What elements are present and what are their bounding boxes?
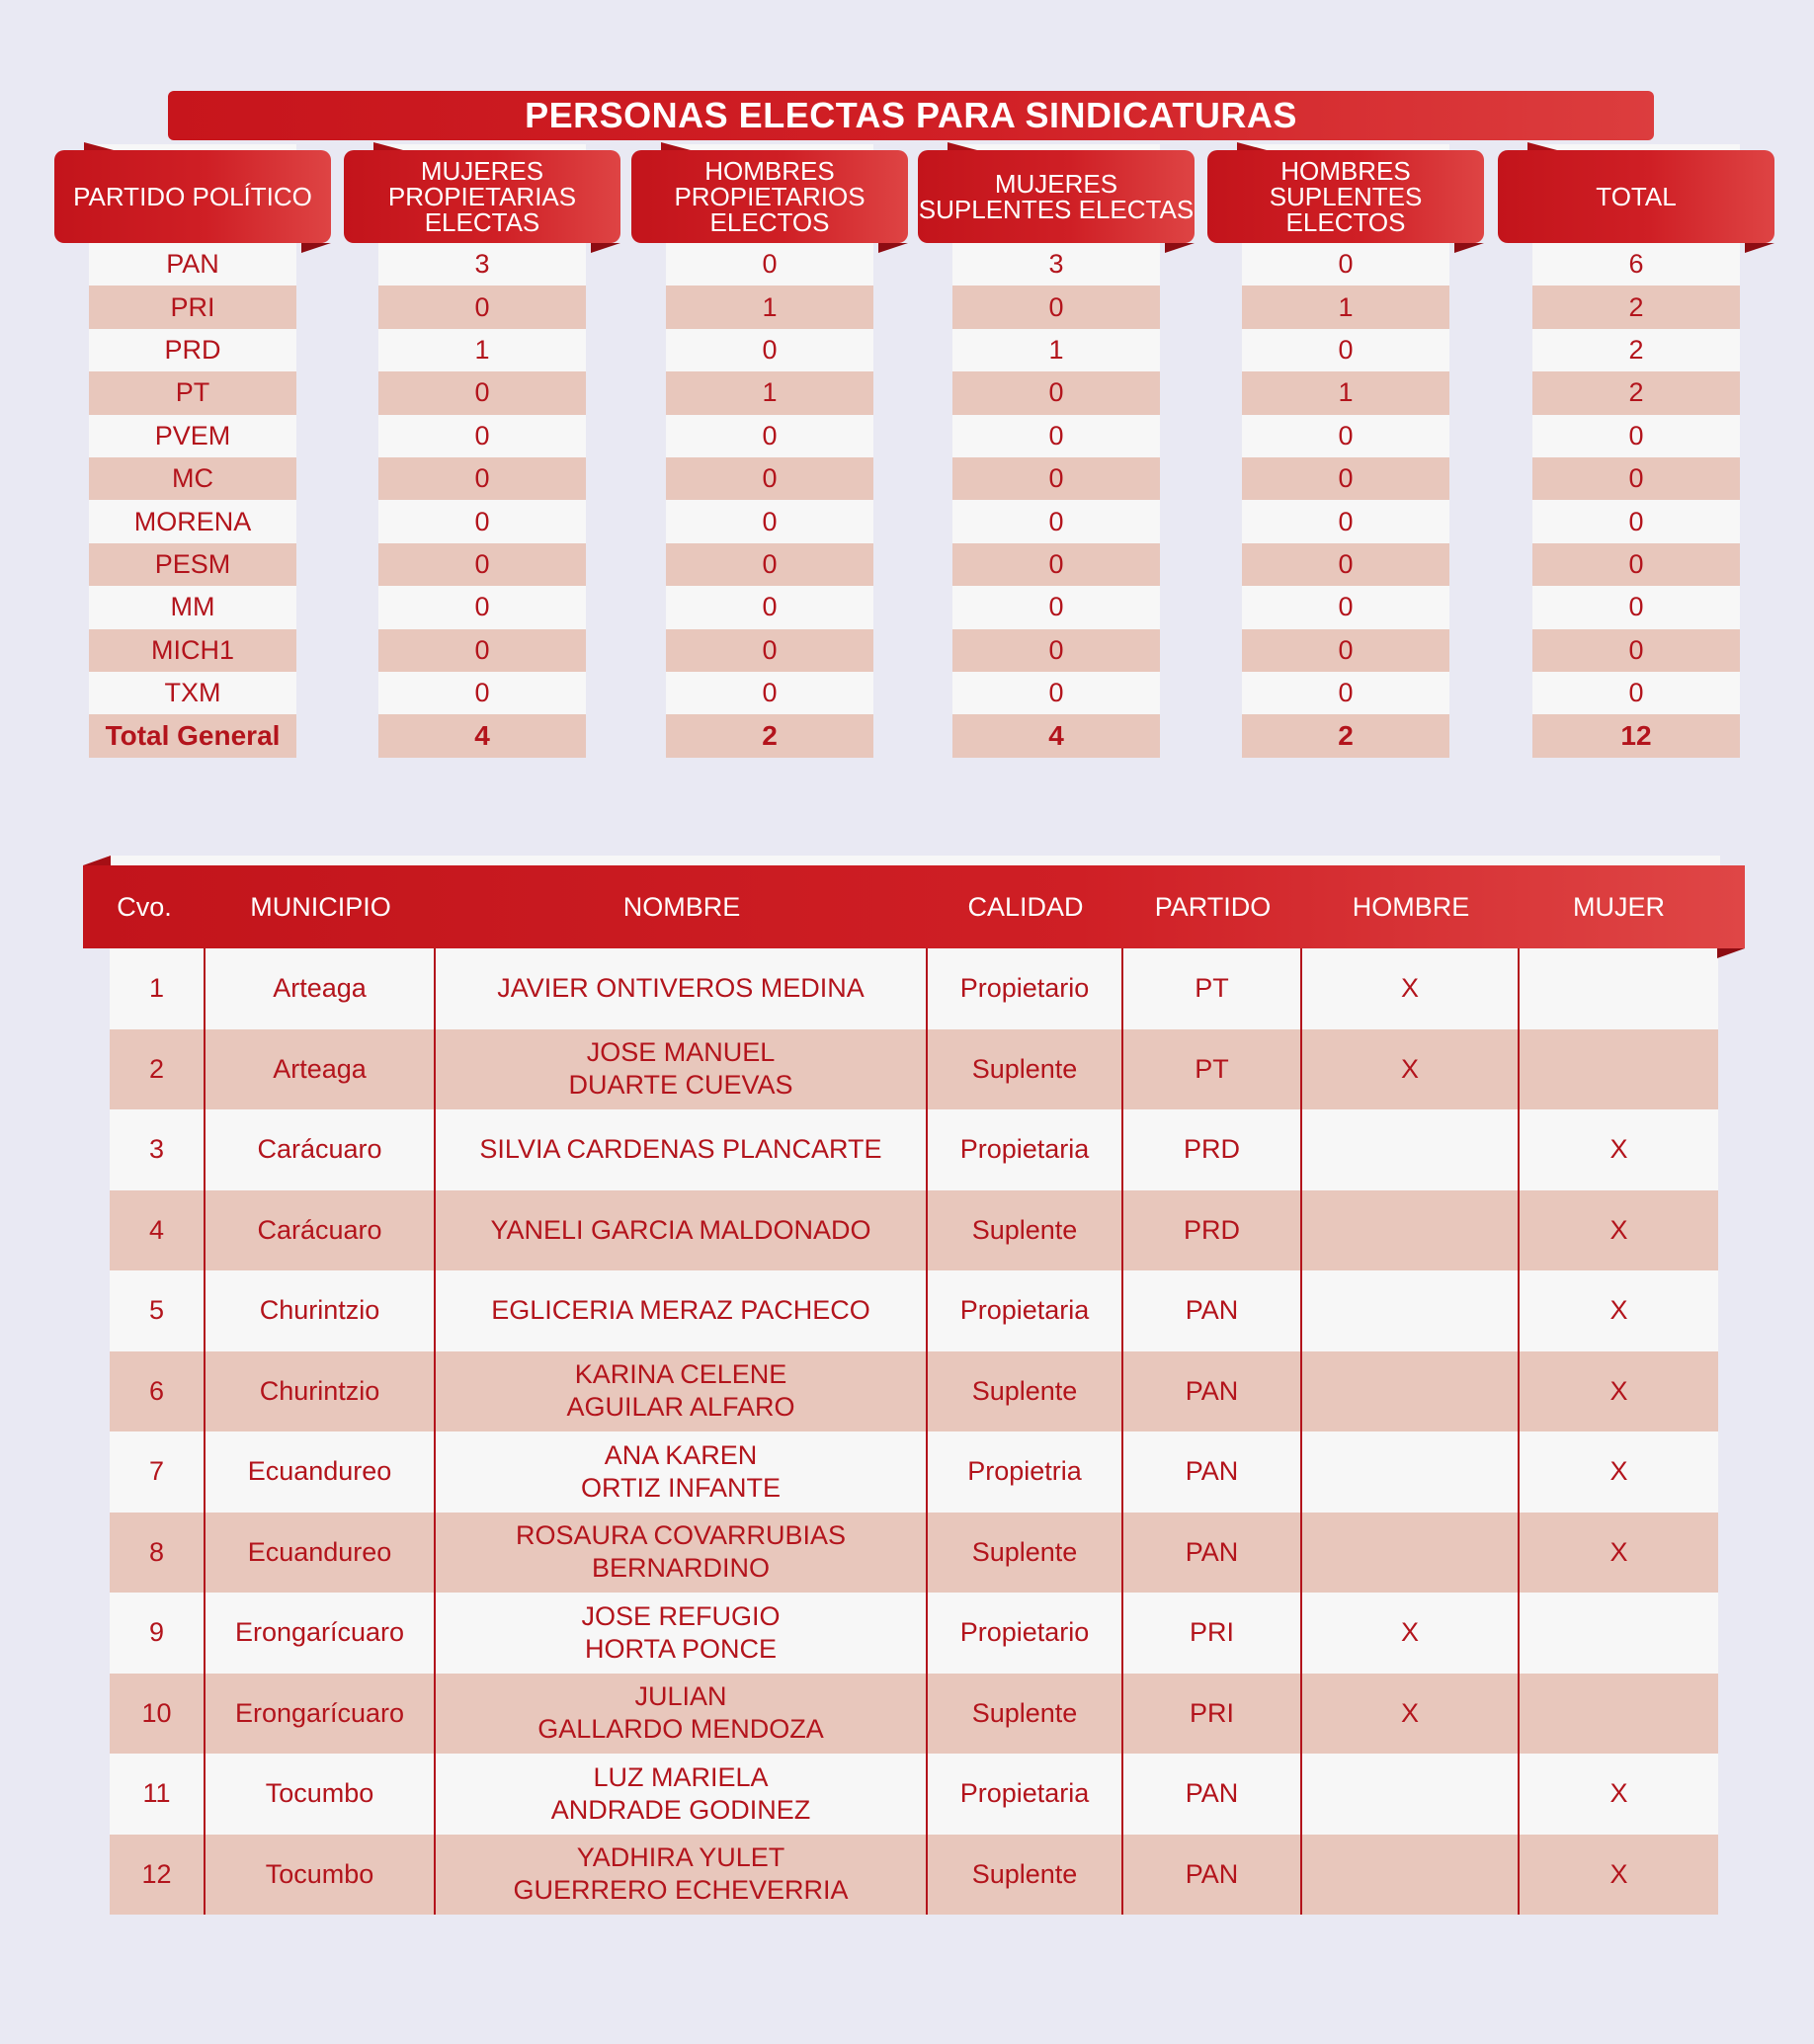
cell-nombre [436, 1351, 928, 1432]
nombre-line: ANA KAREN [604, 1439, 758, 1470]
summary-cell: 0 [378, 629, 586, 672]
nombre-line: YANELI GARCIA MALDONADO [490, 1214, 871, 1245]
summary-total-cell: 12 [1532, 714, 1740, 757]
cell-partido: PRD [1123, 1190, 1302, 1271]
cell-municipio: Arteaga [206, 948, 436, 1029]
summary-column-partido [54, 150, 331, 758]
summary-cell: 0 [1532, 543, 1740, 586]
table-row [110, 1190, 1718, 1271]
cell-partido: PAN [1123, 1754, 1302, 1835]
cell-hombre [1302, 1835, 1520, 1916]
summary-cell: 0 [952, 457, 1160, 500]
summary-cell: 2 [1532, 371, 1740, 414]
cell-mujer: X [1609, 1134, 1628, 1165]
summary-cell: 0 [378, 457, 586, 500]
cell-hombre [1302, 1351, 1520, 1432]
cell-cvo: 4 [110, 1190, 206, 1271]
summary-cell: MORENA [89, 500, 296, 542]
summary-cell: 0 [952, 586, 1160, 628]
cell-nombre [436, 1270, 928, 1351]
summary-cell: PRD [89, 329, 296, 371]
summary-total-cell: 2 [1242, 714, 1449, 757]
summary-cell: TXM [89, 672, 296, 714]
nombre-line: JOSE REFUGIO [581, 1600, 781, 1631]
cell-hombre [1302, 1190, 1520, 1271]
cell-calidad: Suplente [928, 1835, 1123, 1916]
cell-partido: PRD [1123, 1109, 1302, 1190]
cell-cvo: 9 [110, 1593, 206, 1674]
summary-cell: 1 [666, 371, 873, 414]
table-row [110, 1351, 1718, 1432]
summary-column-mujeres-suplentes [918, 150, 1195, 758]
cell-cvo: 6 [110, 1351, 206, 1432]
summary-cell: 0 [378, 415, 586, 457]
summary-total-cell: 4 [952, 714, 1160, 757]
summary-header-partido: PARTIDO POLÍTICO [54, 150, 331, 243]
nombre-line: ROSAURA COVARRUBIAS [515, 1520, 847, 1551]
nombre-line: ORTIZ INFANTE [580, 1472, 781, 1503]
summary-cell: 2 [1532, 329, 1740, 371]
summary-cell: 0 [1532, 415, 1740, 457]
cell-mujer: X [1609, 1295, 1628, 1326]
table-row [110, 1431, 1718, 1513]
summary-cell: 0 [1242, 543, 1449, 586]
nombre-line: YADHIRA YULET [576, 1842, 785, 1873]
summary-cell: 0 [952, 500, 1160, 542]
cell-hombre [1302, 1270, 1520, 1351]
cell-cvo: 10 [110, 1674, 206, 1755]
cell-partido: PRI [1123, 1674, 1302, 1755]
table-row [110, 1109, 1718, 1190]
cell-mujer [1520, 1029, 1718, 1110]
nombre-line: BERNARDINO [591, 1553, 771, 1584]
cell-calidad: Suplente [928, 1190, 1123, 1271]
cell-nombre [436, 1593, 928, 1674]
page-title: PERSONAS ELECTAS PARA SINDICATURAS [168, 91, 1654, 140]
summary-cell: 0 [952, 286, 1160, 328]
summary-cell: 2 [1532, 286, 1740, 328]
summary-cell: 0 [952, 371, 1160, 414]
summary-cell: 0 [1242, 500, 1449, 542]
summary-cell: PAN [89, 243, 296, 286]
cell-hombre [1302, 1109, 1520, 1190]
summary-cell: 0 [1532, 586, 1740, 628]
cell-nombre [436, 1431, 928, 1513]
cell-cvo: 12 [110, 1835, 206, 1916]
summary-cell: 0 [666, 415, 873, 457]
summary-column-mujeres-propietarias [344, 150, 620, 758]
header-mujer: MUJER [1573, 891, 1665, 922]
summary-cell: 0 [952, 415, 1160, 457]
nombre-line: GUERRERO ECHEVERRIA [513, 1875, 849, 1906]
cell-hombre: X [1302, 1593, 1520, 1674]
summary-cell: 0 [666, 500, 873, 542]
summary-cell: 0 [666, 543, 873, 586]
cell-mujer [1520, 1674, 1718, 1755]
cell-calidad: Propietria [928, 1431, 1123, 1513]
cell-hombre: X [1302, 948, 1520, 1029]
table-row [110, 1835, 1718, 1916]
detail-table-body [110, 948, 1718, 1915]
cell-mujer: X [1609, 1375, 1628, 1406]
summary-cell: 0 [378, 500, 586, 542]
cell-partido: PRI [1123, 1593, 1302, 1674]
summary-cell: MM [89, 586, 296, 628]
cell-hombre [1302, 1754, 1520, 1835]
summary-total-cell: Total General [89, 714, 296, 757]
cell-partido: PT [1123, 1029, 1302, 1110]
cell-nombre [436, 1835, 928, 1916]
summary-cell: PVEM [89, 415, 296, 457]
cell-municipio: Carácuaro [206, 1109, 436, 1190]
cell-calidad: Suplente [928, 1351, 1123, 1432]
cell-municipio: Carácuaro [206, 1190, 436, 1271]
summary-cell: 0 [952, 672, 1160, 714]
summary-cell: 1 [1242, 371, 1449, 414]
cell-nombre [436, 1513, 928, 1594]
summary-cell: 0 [1532, 672, 1740, 714]
cell-nombre [436, 948, 928, 1029]
cell-calidad: Suplente [928, 1029, 1123, 1110]
summary-cell: 0 [1532, 500, 1740, 542]
summary-cell: 0 [666, 629, 873, 672]
summary-cell: 0 [1242, 329, 1449, 371]
nombre-line: LUZ MARIELA [593, 1761, 769, 1792]
summary-cell: 0 [666, 672, 873, 714]
cell-cvo: 7 [110, 1431, 206, 1513]
summary-total-cell: 2 [666, 714, 873, 757]
cell-mujer: X [1609, 1536, 1628, 1567]
summary-cell: 0 [378, 672, 586, 714]
header-partido: PARTIDO [1154, 891, 1272, 922]
cell-partido: PAN [1123, 1835, 1302, 1916]
cell-calidad: Suplente [928, 1674, 1123, 1755]
summary-header-hombres-suplentes: HOMBRES SUPLENTES ELECTOS [1207, 150, 1484, 243]
nombre-line: ANDRADE GODINEZ [550, 1794, 811, 1825]
nombre-line: JULIAN [634, 1681, 727, 1712]
cell-cvo: 8 [110, 1513, 206, 1594]
nombre-line: DUARTE CUEVAS [568, 1070, 793, 1101]
cell-mujer: X [1609, 1456, 1628, 1487]
header-hombre: HOMBRE [1352, 891, 1470, 922]
cell-calidad: Propietario [928, 1593, 1123, 1674]
cell-hombre [1302, 1513, 1520, 1594]
summary-cell: 0 [666, 457, 873, 500]
nombre-line: JOSE MANUEL [586, 1037, 776, 1068]
cell-calidad: Propietario [928, 948, 1123, 1029]
table-row [110, 1270, 1718, 1351]
cell-municipio: Ecuandureo [206, 1513, 436, 1594]
cell-partido: PAN [1123, 1270, 1302, 1351]
header-nombre: NOMBRE [622, 891, 741, 922]
cell-calidad: Suplente [928, 1513, 1123, 1594]
summary-cell: PRI [89, 286, 296, 328]
cell-municipio: Churintzio [206, 1270, 436, 1351]
summary-column-total [1498, 150, 1774, 758]
cell-cvo: 2 [110, 1029, 206, 1110]
cell-cvo: 1 [110, 948, 206, 1029]
cell-hombre: X [1302, 1674, 1520, 1755]
cell-mujer: X [1609, 1858, 1628, 1889]
header-calidad: CALIDAD [967, 891, 1084, 922]
cell-nombre [436, 1029, 928, 1110]
table-row [110, 948, 1718, 1029]
summary-header-hombres-propietarios: HOMBRES PROPIETARIOS ELECTOS [631, 150, 908, 243]
summary-cell: 0 [666, 243, 873, 286]
header-municipio: MUNICIPIO [250, 891, 391, 922]
summary-cell: MC [89, 457, 296, 500]
cell-hombre: X [1302, 1029, 1520, 1110]
summary-cell: 0 [1242, 629, 1449, 672]
summary-cell: 1 [378, 329, 586, 371]
cell-partido: PAN [1123, 1513, 1302, 1594]
summary-cell: 0 [378, 586, 586, 628]
summary-header-mujeres-propietarias: MUJERES PROPIETARIAS ELECTAS [344, 150, 620, 243]
table-row [110, 1593, 1718, 1674]
summary-cell: 0 [1532, 457, 1740, 500]
table-row [110, 1754, 1718, 1835]
cell-nombre [436, 1674, 928, 1755]
nombre-line: AGUILAR ALFARO [566, 1392, 795, 1423]
table-row [110, 1029, 1718, 1110]
header-cvo: Cvo. [117, 891, 172, 922]
cell-mujer: X [1609, 1778, 1628, 1809]
summary-column-hombres-suplentes [1207, 150, 1484, 758]
summary-cell: PESM [89, 543, 296, 586]
summary-cell: 1 [1242, 286, 1449, 328]
summary-cell: 0 [1532, 629, 1740, 672]
summary-cell: 0 [1242, 457, 1449, 500]
cell-nombre [436, 1754, 928, 1835]
cell-cvo: 3 [110, 1109, 206, 1190]
cell-nombre [436, 1190, 928, 1271]
cell-hombre [1302, 1431, 1520, 1513]
summary-cell: PT [89, 371, 296, 414]
summary-cell: 1 [952, 329, 1160, 371]
summary-cell: 3 [952, 243, 1160, 286]
cell-municipio: Tocumbo [206, 1835, 436, 1916]
table-row [110, 1513, 1718, 1594]
cell-mujer [1520, 1593, 1718, 1674]
summary-cell: 3 [378, 243, 586, 286]
cell-nombre [436, 1109, 928, 1190]
summary-cell: MICH1 [89, 629, 296, 672]
cell-calidad: Propietaria [928, 1109, 1123, 1190]
summary-cell: 0 [378, 286, 586, 328]
summary-cell: 0 [378, 543, 586, 586]
nombre-line: GALLARDO MENDOZA [537, 1714, 824, 1745]
nombre-line: HORTA PONCE [584, 1633, 778, 1664]
cell-mujer: X [1609, 1214, 1628, 1245]
cell-mujer [1520, 948, 1718, 1029]
cell-municipio: Tocumbo [206, 1754, 436, 1835]
summary-header-total: TOTAL [1498, 150, 1774, 243]
cell-municipio: Erongarícuaro [206, 1593, 436, 1674]
summary-header-mujeres-suplentes: MUJERES SUPLENTES ELECTAS [918, 150, 1195, 243]
summary-cell: 0 [1242, 672, 1449, 714]
cell-calidad: Propietaria [928, 1754, 1123, 1835]
cell-municipio: Ecuandureo [206, 1431, 436, 1513]
summary-column-hombres-propietarios [631, 150, 908, 758]
nombre-line: KARINA CELENE [574, 1359, 787, 1390]
summary-cell: 0 [378, 371, 586, 414]
cell-partido: PAN [1123, 1351, 1302, 1432]
summary-cell: 0 [1242, 586, 1449, 628]
summary-cell: 0 [1242, 243, 1449, 286]
cell-cvo: 11 [110, 1754, 206, 1835]
cell-municipio: Erongarícuaro [206, 1674, 436, 1755]
nombre-line: EGLICERIA MERAZ PACHECO [491, 1295, 870, 1326]
summary-cell: 0 [666, 329, 873, 371]
table-row [110, 1674, 1718, 1755]
cell-calidad: Propietaria [928, 1270, 1123, 1351]
summary-cell: 0 [1242, 415, 1449, 457]
cell-municipio: Arteaga [206, 1029, 436, 1110]
cell-cvo: 5 [110, 1270, 206, 1351]
nombre-line: JAVIER ONTIVEROS MEDINA [497, 973, 865, 1004]
summary-cell: 1 [666, 286, 873, 328]
summary-cell: 0 [952, 543, 1160, 586]
nombre-line: SILVIA CARDENAS PLANCARTE [479, 1134, 882, 1165]
summary-cell: 0 [952, 629, 1160, 672]
cell-partido: PAN [1123, 1431, 1302, 1513]
detail-table-header [83, 865, 1745, 948]
detail-table [83, 856, 1745, 1915]
cell-municipio: Churintzio [206, 1351, 436, 1432]
summary-cell: 6 [1532, 243, 1740, 286]
cell-partido: PT [1123, 948, 1302, 1029]
summary-total-cell: 4 [378, 714, 586, 757]
summary-cell: 0 [666, 586, 873, 628]
